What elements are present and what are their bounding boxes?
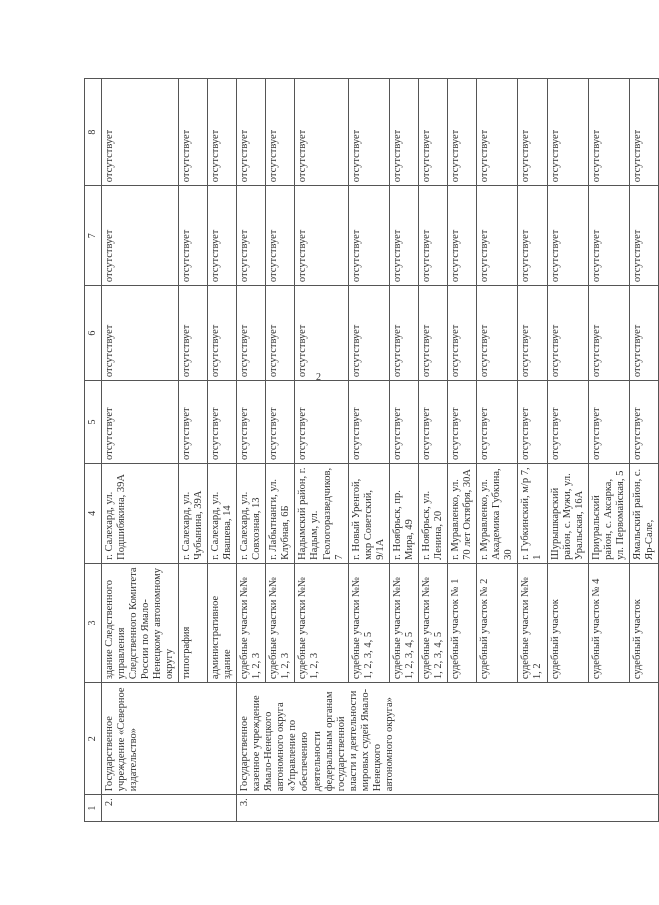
object-address: Ямальский район, с. Яр-Сале, (629, 463, 658, 563)
object-name: судебные участки №№ 1, 2, 3, 4, 5 (348, 563, 389, 682)
value-cell: отсутствует (477, 381, 518, 464)
value-cell: отсутствует (295, 381, 348, 464)
value-cell: отсутствует (547, 286, 588, 381)
value-cell: отсутствует (389, 186, 418, 286)
object-name: судебные участки №№ 1, 2, 3 (295, 563, 348, 682)
facilities-table (84, 78, 659, 822)
value-cell: отсутствует (237, 186, 266, 286)
object-address: г. Ноябрьск, ул. Ленина, 20 (418, 463, 447, 563)
object-address: Надымский район, г. Надым, ул. Геологоразведчиков, 7 (295, 463, 348, 563)
value-cell: отсутствует (266, 186, 295, 286)
value-cell: отсутствует (208, 186, 237, 286)
value-cell: отсутствует (295, 79, 348, 186)
value-cell: отсутствует (629, 381, 658, 464)
value-cell: отсутствует (178, 381, 207, 464)
value-cell: отсутствует (101, 79, 178, 186)
value-cell: отсутствует (547, 381, 588, 464)
object-name: типография (178, 563, 207, 682)
value-cell: отсутствует (588, 286, 629, 381)
value-cell: отсутствует (477, 286, 518, 381)
object-address: г. Салехард, ул. Чубынина, 39А (178, 463, 207, 563)
object-address: г. Губкинский, м/р 7, 1 (518, 463, 547, 563)
value-cell: отсутствует (348, 286, 389, 381)
object-name: судебный участок (629, 563, 658, 682)
table-row (237, 79, 266, 822)
value-cell: отсутствует (448, 286, 477, 381)
object-address: г. Новый Уренгой, мкр Советский, 9/1А (348, 463, 389, 563)
object-name: административное здание (208, 563, 237, 682)
value-cell: отсутствует (588, 79, 629, 186)
row-number: 3. (237, 795, 659, 822)
value-cell: отсутствует (348, 79, 389, 186)
value-cell: отсутствует (178, 186, 207, 286)
object-name: судебные участки №№ 1, 2, 3 (266, 563, 295, 682)
value-cell: отсутствует (448, 381, 477, 464)
row-number: 2. (101, 795, 237, 822)
object-address: Шурышкарский район, с. Мужи, ул. Уральская, 16А (547, 463, 588, 563)
value-cell: отсутствует (266, 79, 295, 186)
table-row (101, 79, 178, 822)
object-address: г. Салехард, ул. Явашева, 14 (208, 463, 237, 563)
page-number: 2 (316, 372, 321, 383)
col-number: 5 (85, 381, 102, 464)
col-number: 6 (85, 286, 102, 381)
value-cell: отсутствует (477, 186, 518, 286)
value-cell: отсутствует (389, 381, 418, 464)
object-address: г. Салехард, ул. Совхозная, 13 (237, 463, 266, 563)
object-name: судебный участок (547, 563, 588, 682)
col-number: 2 (85, 683, 102, 795)
value-cell: отсутствует (266, 381, 295, 464)
value-cell: отсутствует (208, 286, 237, 381)
value-cell: отсутствует (547, 79, 588, 186)
value-cell: отсутствует (295, 186, 348, 286)
object-name: судебный участок № 4 (588, 563, 629, 682)
value-cell: отсутствует (178, 79, 207, 186)
object-name: судебный участок № 1 (448, 563, 477, 682)
value-cell: отсутствует (101, 381, 178, 464)
value-cell: отсутствует (547, 186, 588, 286)
value-cell: отсутствует (389, 286, 418, 381)
value-cell: отсутствует (477, 79, 518, 186)
value-cell: отсутствует (588, 186, 629, 286)
object-name: судебные участки №№ 1, 2, 3 (237, 563, 266, 682)
value-cell: отсутствует (237, 79, 266, 186)
value-cell: отсутствует (629, 79, 658, 186)
value-cell: отсутствует (518, 186, 547, 286)
value-cell: отсутствует (389, 79, 418, 186)
value-cell: отсутствует (588, 381, 629, 464)
value-cell: отсутствует (208, 381, 237, 464)
value-cell: отсутствует (295, 286, 348, 381)
value-cell: отсутствует (208, 79, 237, 186)
value-cell: отсутствует (237, 381, 266, 464)
column-number-row (85, 79, 102, 822)
value-cell: отсутствует (101, 286, 178, 381)
object-address: г. Лабытнанги, ул. Клубная, 6Б (266, 463, 295, 563)
value-cell: отсутствует (348, 381, 389, 464)
value-cell: отсутствует (266, 286, 295, 381)
col-number: 1 (85, 795, 102, 822)
object-name: здание Следственного управления Следственного Комитета России по Ямало-Ненецкому автономному округу (101, 563, 178, 682)
object-address: г. Ноябрьск, пр. Мира, 49 (389, 463, 418, 563)
value-cell: отсутствует (518, 286, 547, 381)
object-name: судебный участок № 2 (477, 563, 518, 682)
col-number: 8 (85, 79, 102, 186)
object-name: судебные участки №№ 1, 2 (518, 563, 547, 682)
organization-name: Государственное казенное учреждение Ямало-Ненецкого автономного округа «Управление по обеспечению деятельности федеральным органам государственной власти и деятельности мировых судей Ямало-Ненецкого автономного округа» (237, 683, 659, 795)
value-cell: отсутствует (418, 186, 447, 286)
object-address: г. Салехард, ул. Подшибякина, 39А (101, 463, 178, 563)
col-number: 7 (85, 186, 102, 286)
rotated-table-container (84, 78, 655, 822)
value-cell: отсутствует (418, 381, 447, 464)
value-cell: отсутствует (629, 286, 658, 381)
value-cell: отсутствует (629, 186, 658, 286)
object-address: Приуральский район, с. Аксарка, ул. Первомайская, 5 (588, 463, 629, 563)
col-number: 3 (85, 563, 102, 682)
value-cell: отсутствует (448, 186, 477, 286)
value-cell: отсутствует (237, 286, 266, 381)
value-cell: отсутствует (518, 381, 547, 464)
value-cell: отсутствует (101, 186, 178, 286)
object-name: судебные участки №№ 1, 2, 3, 4, 5 (389, 563, 418, 682)
value-cell: отсутствует (418, 286, 447, 381)
organization-name: Государственное учреждение «Северное издательство» (101, 683, 237, 795)
col-number: 4 (85, 463, 102, 563)
object-address: г. Муравленко, ул. Академика Губкина, 30 (477, 463, 518, 563)
object-name: судебные участки №№ 1, 2, 3, 4, 5 (418, 563, 447, 682)
object-address: г. Муравленко, ул. 70 лет Октября, 30А (448, 463, 477, 563)
value-cell: отсутствует (178, 286, 207, 381)
value-cell: отсутствует (518, 79, 547, 186)
value-cell: отсутствует (348, 186, 389, 286)
value-cell: отсутствует (448, 79, 477, 186)
value-cell: отсутствует (418, 79, 447, 186)
